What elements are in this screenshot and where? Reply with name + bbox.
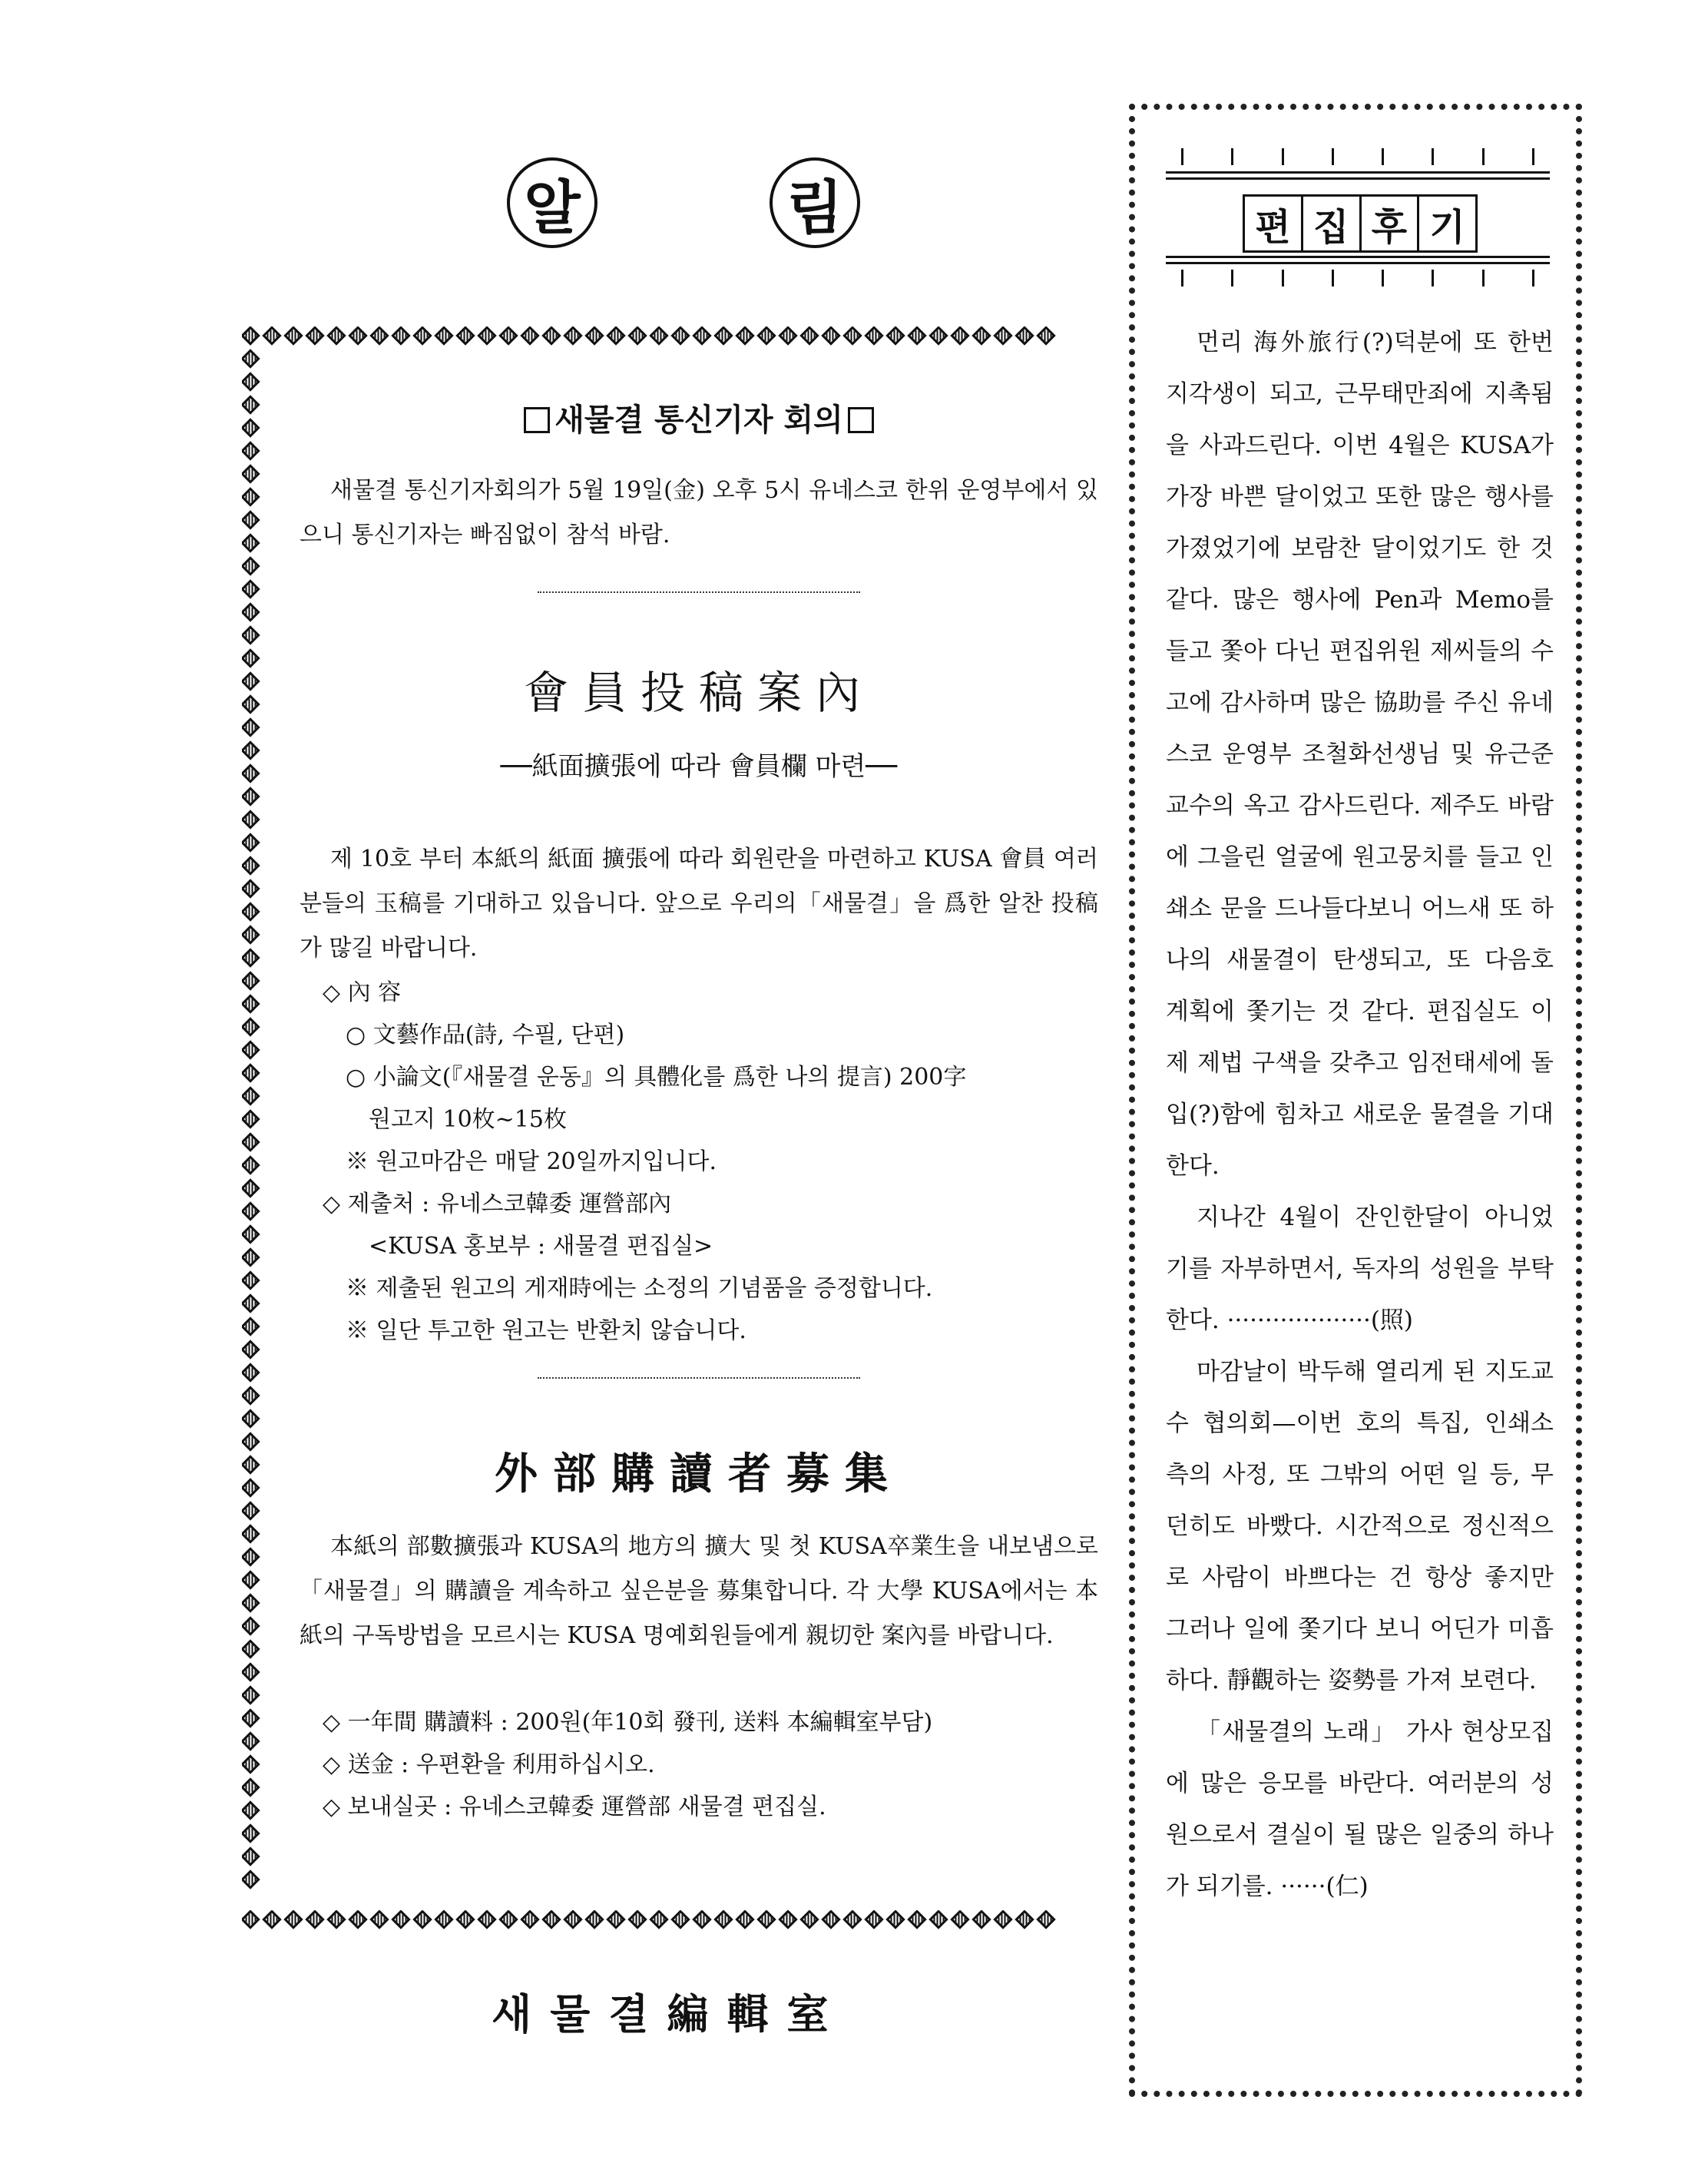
diamond-ornament-icon: [950, 1910, 969, 1929]
diamond-ornament-icon: [242, 395, 260, 414]
diamond-ornament-icon: [242, 1870, 260, 1889]
diamond-ornament-icon: [242, 418, 260, 437]
diamond-ornament-icon: [242, 1363, 260, 1382]
diamond-ornament-icon: [842, 326, 862, 346]
header-rule: [1166, 262, 1550, 264]
diamond-ornament-icon: [972, 326, 991, 346]
diamond-ornament-icon: [821, 326, 840, 346]
header-rule: [1166, 177, 1550, 180]
diamond-ornament-icon: [242, 349, 260, 368]
editor-note-header: [1166, 148, 1550, 286]
diamond-ornament-icon: [242, 602, 260, 621]
diamond-ornament-icon: [541, 326, 561, 346]
diamond-ornament-icon: [972, 1910, 991, 1929]
editor-paragraph: 지나간 4월이 잔인한달이 아니었기를 자부하면서, 독자의 성원을 부탁한다. ···················(照): [1166, 1204, 1554, 1334]
diamond-ornament-icon: [348, 1910, 367, 1929]
diamond-ornament-icon: [242, 326, 260, 346]
diamond-ornament-icon: [369, 326, 389, 346]
diamond-ornament-icon: [1015, 326, 1034, 346]
list-item: ○ 小論文(『새물결 운동』의 具體化를 爲한 나의 提言) 200字: [346, 1064, 967, 1091]
subscriber-heading: 外部購讀者募集: [495, 1449, 903, 1499]
diamond-ornament-icon: [670, 1910, 690, 1929]
list-item: ◇ 제출처 : 유네스코韓委 運營部內: [323, 1191, 672, 1217]
diamond-ornament-icon: [242, 1800, 260, 1820]
diamond-ornament-icon: [242, 487, 260, 506]
diamond-ornament-icon: [455, 326, 475, 346]
square-icon: [524, 407, 550, 433]
list-item: <KUSA 홍보부 : 새물결 편집실>: [369, 1233, 713, 1260]
diamond-ornament-icon: [242, 1846, 260, 1866]
diamond-ornament-icon: [242, 948, 260, 967]
diamond-ornament-icon: [242, 648, 260, 667]
diamond-ornament-icon: [1036, 326, 1055, 346]
diamond-ornament-icon: [928, 326, 948, 346]
diamond-ornament-icon: [477, 326, 496, 346]
diamond-ornament-icon: [434, 326, 453, 346]
list-item: ◇ 一年間 購讀料 : 200원(年10회 發刊, 送料 本編輯室부담): [323, 1709, 933, 1736]
meeting-heading: 새물결 통신기자 회의: [300, 396, 1098, 439]
diamond-ornament-icon: [541, 1910, 561, 1929]
list-item: 원고지 10枚~15枚: [369, 1106, 567, 1133]
title-char-1: 알: [507, 157, 597, 248]
submission-subheading: ──紙面擴張에 따라 會員欄 마련──: [500, 751, 898, 782]
diamond-ornament-icon: [242, 740, 260, 760]
diamond-ornament-icon: [864, 1910, 883, 1929]
diamond-ornament-icon: [756, 1910, 776, 1929]
diamond-ornament-icon: [885, 1910, 905, 1929]
diamond-ornament-icon: [242, 1063, 260, 1082]
diamond-ornament-icon: [993, 326, 1012, 346]
subscriber-body: 本紙의 部數擴張과 KUSA의 地方의 擴大 및 첫 KUSA卒業生을 내보냄으로「새물결」의 購讀을 계속하고 싶은분을 募集합니다. 각 大學 KUSA에서는 本紙의 구독방법을 모르시는 KUSA 명예회원들에게 親切한 案內를 바랍니다.: [300, 1533, 1098, 1649]
diamond-ornament-icon: [928, 1910, 948, 1929]
square-icon: [848, 407, 874, 433]
diamond-ornament-icon: [842, 1910, 862, 1929]
diamond-ornament-icon: [242, 1201, 260, 1220]
diamond-ornament-icon: [242, 810, 260, 829]
diamond-border-left: [242, 326, 263, 1932]
diamond-ornament-icon: [242, 510, 260, 529]
diamond-ornament-icon: [455, 1910, 475, 1929]
diamond-ornament-icon: [242, 1593, 260, 1612]
diamond-ornament-icon: [434, 1910, 453, 1929]
diamond-ornament-icon: [391, 326, 410, 346]
editor-note-title: 편 집 후 기: [1243, 194, 1478, 253]
diamond-ornament-icon: [606, 326, 625, 346]
diamond-ornament-icon: [242, 717, 260, 737]
diamond-ornament-icon: [242, 1086, 260, 1105]
diamond-ornament-icon: [242, 579, 260, 598]
diamond-ornament-icon: [242, 464, 260, 483]
diamond-ornament-icon: [242, 1247, 260, 1267]
editor-paragraph: 먼리 海外旅行(?)덕분에 또 한번 지각생이 되고, 근무태만죄에 지촉됨을 사과드린다. 이번 4월은 KUSA가 가장 바쁜 달이었고 또한 많은 행사를 가졌었기에 보람찬 달이었기도 한 것 같다. 많은 행사에 Pen과 Memo를 들고 쫓아 다닌 편집위원 제씨들의 수고에 감사하며 많은 協助를 주신 유네스코 운영부 조철화선생님 및 유근준교수의 옥고 감사드린다. 제주도 바람에 그을린 얼굴에 원고뭉치를 들고 인쇄소 문을 드나들다보니 어느새 또 하나의 새물결이 탄생되고, 또 다음호 계획에 쫓기는 것 같다. 편집실도 이제 제법 구색을 갖추고 임전태세에 돌입(?)함에 힘차고 새로운 물결을 기대한다.: [1166, 329, 1554, 1180]
notice-title: [507, 157, 860, 250]
diamond-ornament-icon: [412, 1910, 432, 1929]
diamond-ornament-icon: [584, 326, 604, 346]
header-rule: [1166, 171, 1550, 174]
diamond-ornament-icon: [606, 1910, 625, 1929]
diamond-ornament-icon: [242, 1478, 260, 1497]
diamond-ornament-icon: [242, 1293, 260, 1313]
diamond-ornament-icon: [649, 1910, 668, 1929]
editor-paragraph: 「새물결의 노래」 가사 현상모집에 많은 응모를 바란다. 여러분의 성원으로서 결실이 될 많은 일중의 하나가 되기를. ······(仁): [1166, 1718, 1554, 1900]
diamond-ornament-icon: [305, 326, 324, 346]
diamond-ornament-icon: [242, 1616, 260, 1635]
list-item: ◇ 보내실곳 : 유네스코韓委 運營部 새물결 편집실.: [323, 1793, 826, 1820]
diamond-ornament-icon: [520, 1910, 539, 1929]
diamond-ornament-icon: [242, 556, 260, 575]
diamond-ornament-icon: [1036, 1910, 1055, 1929]
diamond-ornament-icon: [692, 1910, 711, 1929]
divider: [538, 591, 860, 601]
diamond-ornament-icon: [242, 1270, 260, 1290]
diamond-ornament-icon: [907, 326, 926, 346]
diamond-ornament-icon: [412, 326, 432, 346]
diamond-ornament-icon: [242, 1547, 260, 1566]
diamond-ornament-icon: [242, 1639, 260, 1658]
diamond-ornament-icon: [242, 441, 260, 460]
diamond-ornament-icon: [993, 1910, 1012, 1929]
diamond-ornament-icon: [242, 971, 260, 990]
diamond-ornament-icon: [242, 694, 260, 714]
diamond-ornament-icon: [242, 763, 260, 783]
diamond-ornament-icon: [907, 1910, 926, 1929]
diamond-ornament-icon: [242, 833, 260, 852]
diamond-ornament-icon: [242, 1132, 260, 1151]
diamond-ornament-icon: [283, 1910, 303, 1929]
diamond-ornament-icon: [498, 326, 518, 346]
meeting-body: 새물결 통신기자회의가 5월 19일(金) 오후 5시 유네스코 한위 운영부에서 있으니 통신기자는 빠짐없이 참석 바람.: [300, 477, 1098, 548]
diamond-ornament-icon: [584, 1910, 604, 1929]
diamond-ornament-icon: [1015, 1910, 1034, 1929]
diamond-border-bottom: [242, 1910, 1114, 1932]
list-item: ※ 제출된 원고의 게재時에는 소정의 기념품을 증정합니다.: [346, 1275, 933, 1302]
diamond-ornament-icon: [563, 1910, 582, 1929]
diamond-ornament-icon: [242, 902, 260, 921]
diamond-ornament-icon: [799, 1910, 819, 1929]
diamond-ornament-icon: [627, 326, 647, 346]
diamond-ornament-icon: [242, 1017, 260, 1036]
diamond-ornament-icon: [242, 787, 260, 806]
diamond-ornament-icon: [242, 1317, 260, 1336]
diamond-ornament-icon: [242, 1455, 260, 1474]
diamond-ornament-icon: [242, 1708, 260, 1727]
diamond-ornament-icon: [692, 326, 711, 346]
diamond-ornament-icon: [242, 1823, 260, 1843]
diamond-ornament-icon: [520, 326, 539, 346]
diamond-ornament-icon: [563, 326, 582, 346]
diamond-ornament-icon: [498, 1910, 518, 1929]
list-item: ※ 일단 투고한 원고는 반환치 않습니다.: [346, 1317, 746, 1344]
diamond-ornament-icon: [242, 1155, 260, 1174]
submission-heading: 會員投稿案內: [523, 667, 874, 719]
diamond-ornament-icon: [756, 326, 776, 346]
diamond-ornament-icon: [735, 326, 754, 346]
diamond-ornament-icon: [242, 1409, 260, 1428]
notice-box: [242, 326, 1114, 1932]
diamond-ornament-icon: [242, 1777, 260, 1797]
diamond-ornament-icon: [242, 671, 260, 691]
diamond-ornament-icon: [713, 1910, 733, 1929]
diamond-ornament-icon: [713, 326, 733, 346]
diamond-ornament-icon: [391, 1910, 410, 1929]
diamond-ornament-icon: [242, 1662, 260, 1681]
diamond-ornament-icon: [242, 1570, 260, 1589]
subscriber-list: [323, 1701, 1098, 1828]
diamond-ornament-icon: [242, 1731, 260, 1750]
title-char-2: 림: [770, 157, 860, 248]
diamond-ornament-icon: [242, 625, 260, 644]
editor-paragraph: 마감날이 박두해 열리게 된 지도교수 협의회—이번 호의 특집, 인쇄소 측의 사정, 또 그밖의 어떤 일 등, 무던히도 바빴다. 시간적으로 정신적으로 사람이 바쁘다는 건 항상 좋지만 그러나 일에 쫓기다 보니 어딘가 미흡하다. 靜觀하는 姿勢를 가져 보련다.: [1166, 1358, 1554, 1694]
diamond-ornament-icon: [821, 1910, 840, 1929]
diamond-ornament-icon: [627, 1910, 647, 1929]
diamond-ornament-icon: [262, 326, 281, 346]
diamond-ornament-icon: [778, 326, 797, 346]
diamond-ornament-icon: [950, 326, 969, 346]
diamond-ornament-icon: [242, 1685, 260, 1704]
submission-body: 제 10호 부터 本紙의 紙面 擴張에 따라 회원란을 마련하고 KUSA 會員 여러분들의 玉稿를 기대하고 있읍니다. 앞으로 우리의「새물결」을 爲한 알찬 投稿가 많길 바랍니다.: [300, 846, 1098, 962]
diamond-ornament-icon: [242, 1109, 260, 1128]
diamond-ornament-icon: [326, 1910, 346, 1929]
header-ticks: [1181, 270, 1534, 286]
diamond-ornament-icon: [242, 856, 260, 875]
diamond-ornament-icon: [242, 994, 260, 1013]
diamond-ornament-icon: [262, 1910, 281, 1929]
diamond-ornament-icon: [242, 533, 260, 552]
diamond-ornament-icon: [242, 1178, 260, 1197]
list-item: ○ 文藝作品(詩, 수필, 단편): [346, 1022, 625, 1048]
diamond-ornament-icon: [242, 1754, 260, 1774]
diamond-ornament-icon: [799, 326, 819, 346]
diamond-ornament-icon: [649, 326, 668, 346]
diamond-ornament-icon: [242, 1432, 260, 1451]
diamond-ornament-icon: [670, 326, 690, 346]
diamond-ornament-icon: [305, 1910, 324, 1929]
diamond-ornament-icon: [348, 326, 367, 346]
editor-note-text: [1166, 317, 1554, 1913]
diamond-ornament-icon: [242, 1340, 260, 1359]
header-rule: [1166, 256, 1550, 258]
editorial-office-signature: 새물결編輯室: [492, 1990, 847, 2039]
diamond-ornament-icon: [778, 1910, 797, 1929]
diamond-ornament-icon: [477, 1910, 496, 1929]
editor-note-box: [1129, 104, 1582, 2097]
diamond-ornament-icon: [242, 925, 260, 944]
list-item: ◇ 送金 : 우편환을 利用하십시오.: [323, 1751, 655, 1778]
diamond-border-top: [242, 326, 1114, 348]
submission-list: [323, 972, 1098, 1352]
diamond-ornament-icon: [885, 326, 905, 346]
diamond-ornament-icon: [735, 1910, 754, 1929]
list-item: ※ 원고마감은 매달 20일까지입니다.: [346, 1148, 717, 1175]
diamond-ornament-icon: [242, 1501, 260, 1520]
list-item: ◇ 內 容: [323, 979, 402, 1006]
diamond-ornament-icon: [242, 1040, 260, 1059]
diamond-ornament-icon: [864, 326, 883, 346]
diamond-ornament-icon: [242, 879, 260, 898]
diamond-ornament-icon: [283, 326, 303, 346]
diamond-ornament-icon: [326, 326, 346, 346]
diamond-ornament-icon: [242, 1524, 260, 1543]
diamond-ornament-icon: [242, 372, 260, 391]
diamond-ornament-icon: [242, 1224, 260, 1244]
header-ticks: [1181, 148, 1534, 165]
diamond-ornament-icon: [369, 1910, 389, 1929]
diamond-ornament-icon: [242, 1386, 260, 1405]
divider: [538, 1377, 860, 1386]
